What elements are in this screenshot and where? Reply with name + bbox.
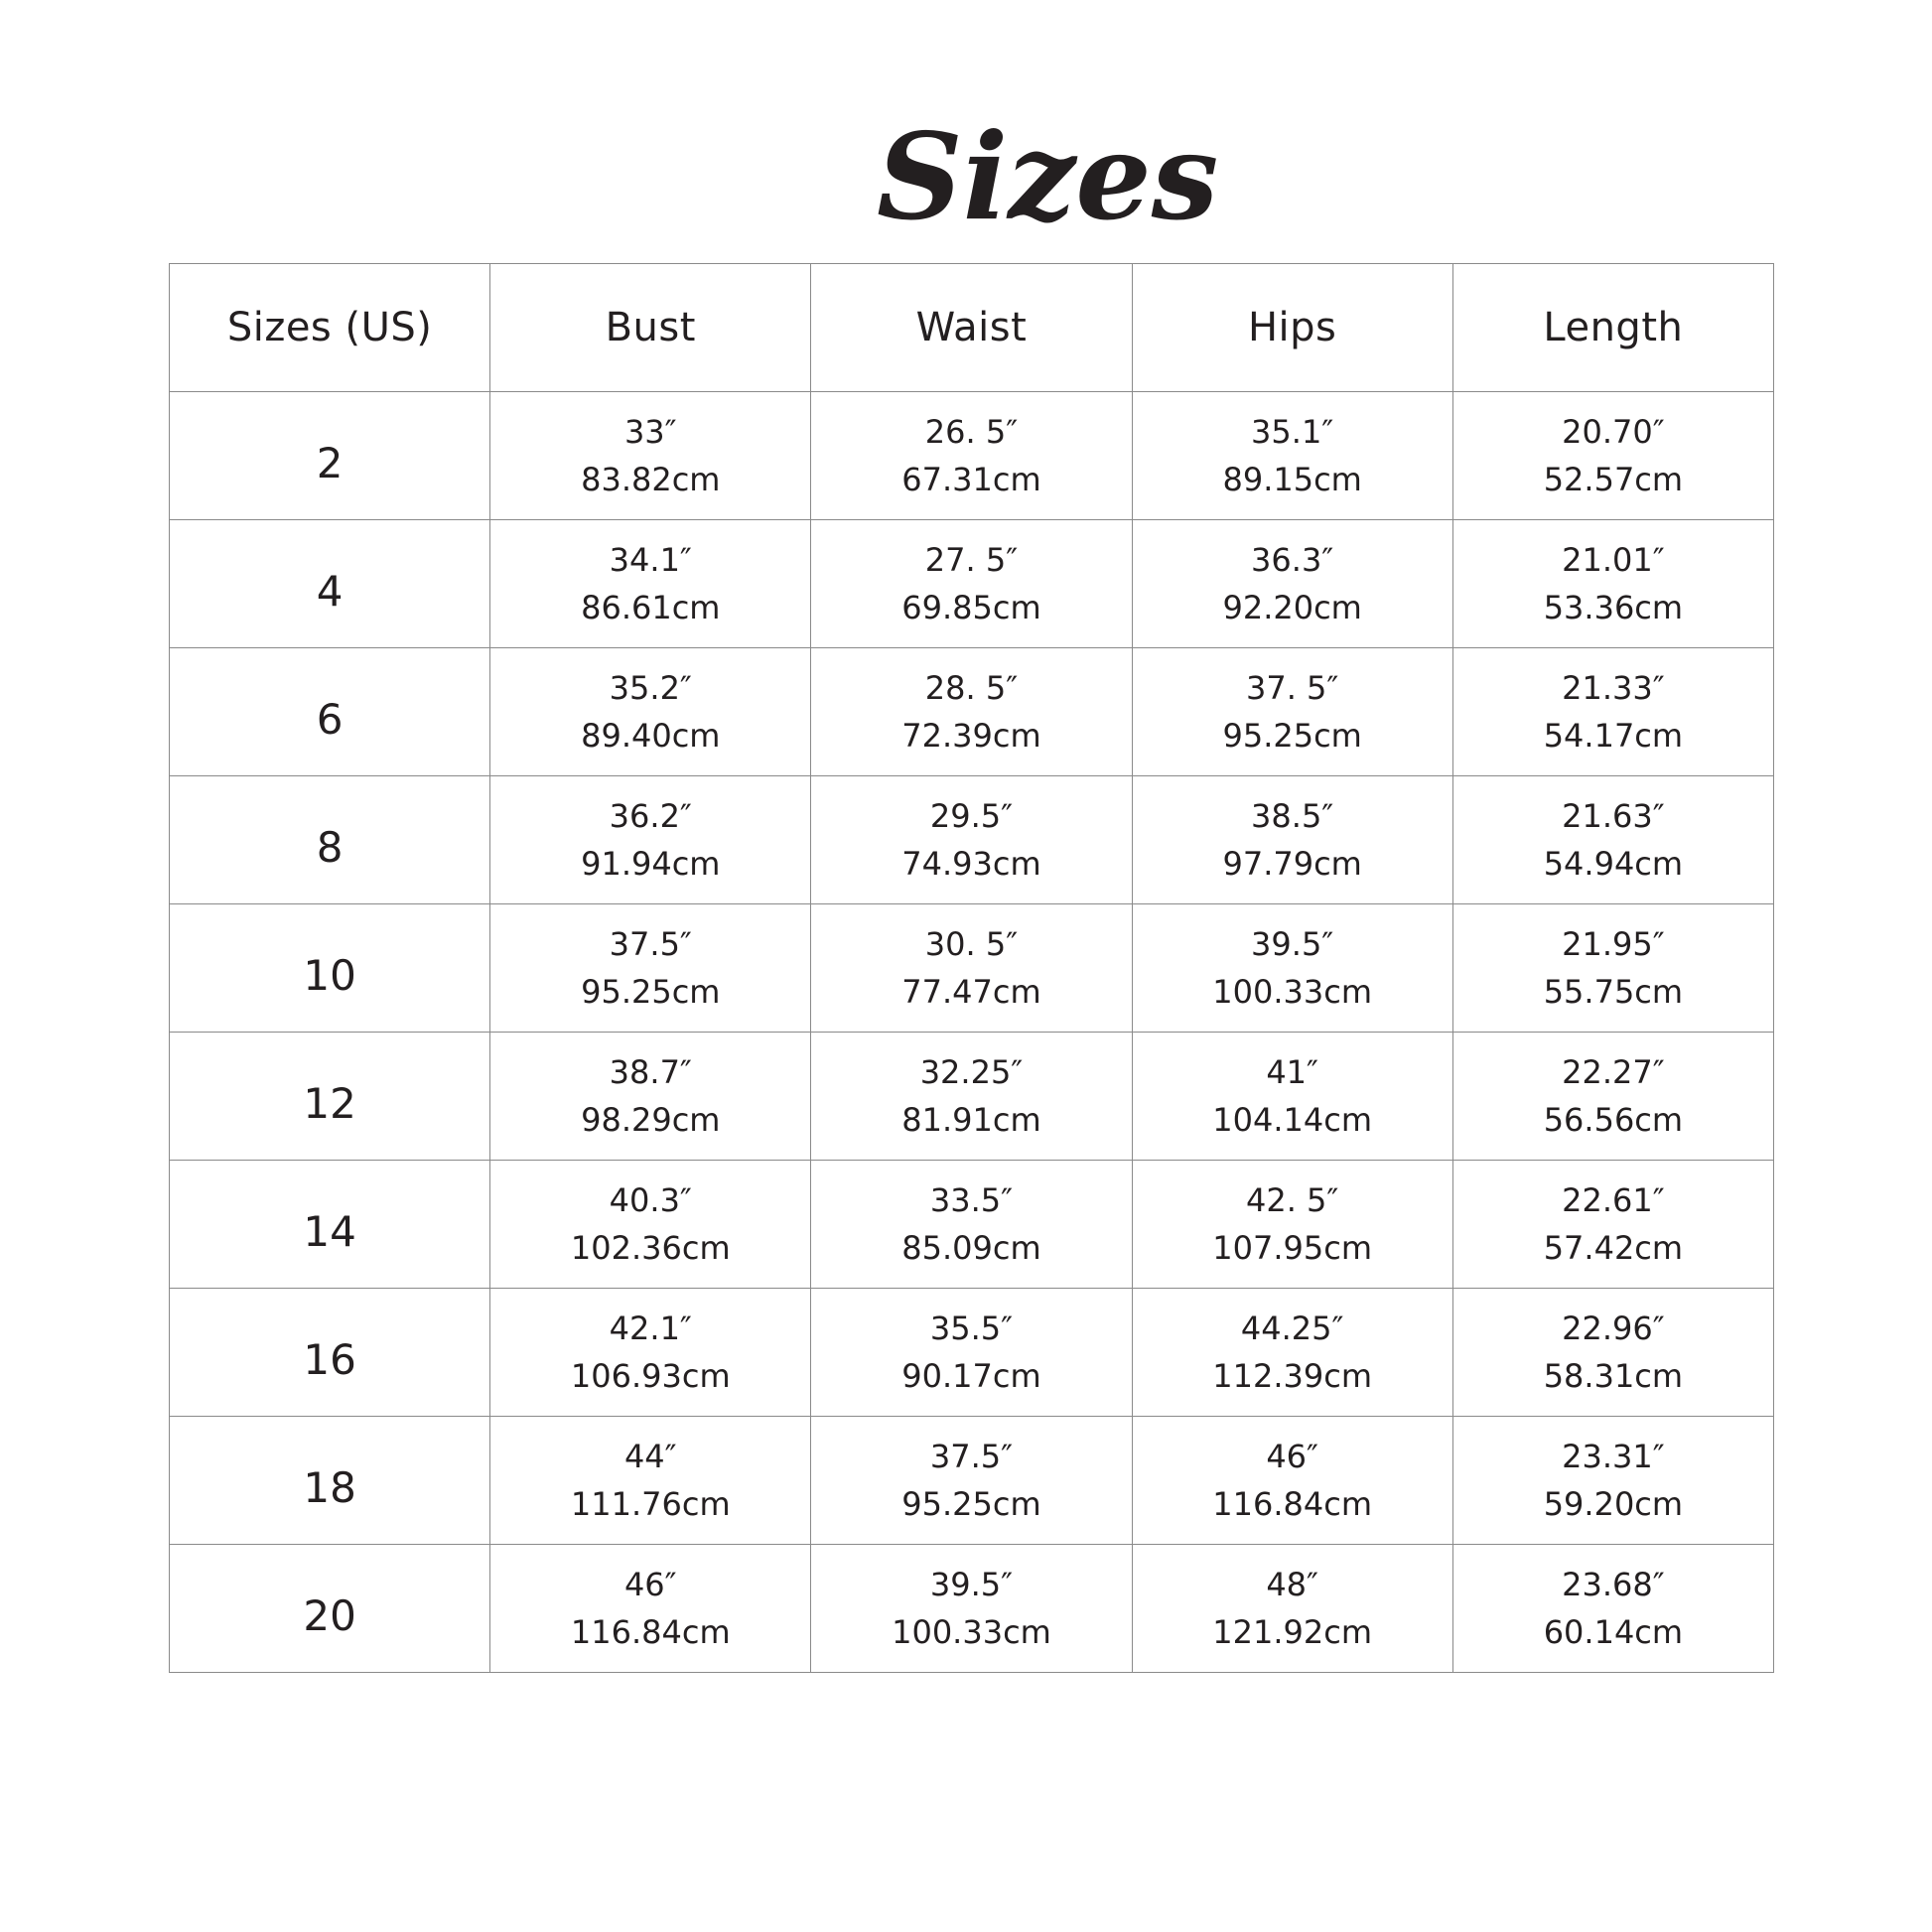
waist-inches: 35.5″ [929, 1309, 1014, 1347]
length-measurement [1453, 925, 1773, 1012]
waist-inches: 26. 5″ [924, 412, 1019, 451]
page-title [867, 99, 1219, 268]
length-inches: 21.95″ [1562, 924, 1665, 963]
length-centimeters: 57.42cm [1543, 1229, 1684, 1267]
hips-centimeters: 112.39cm [1212, 1357, 1373, 1395]
bust-centimeters: 102.36cm [570, 1229, 731, 1267]
waist-cell [811, 1161, 1132, 1289]
waist-cell [811, 392, 1132, 520]
waist-cell [811, 1033, 1132, 1161]
bust-cell [490, 648, 811, 776]
hips-cell [1132, 1033, 1452, 1161]
hips-cell [1132, 904, 1452, 1033]
bust-inches: 42.1″ [609, 1309, 692, 1347]
hips-cell [1132, 1545, 1452, 1673]
waist-cell [811, 648, 1132, 776]
size-cell [170, 1033, 490, 1161]
hips-centimeters: 89.15cm [1222, 461, 1362, 498]
hips-measurement [1133, 1566, 1452, 1652]
waist-cell [811, 1545, 1132, 1673]
bust-centimeters: 86.61cm [581, 589, 721, 626]
waist-inches: 28. 5″ [924, 668, 1019, 707]
hips-measurement [1133, 413, 1452, 499]
bust-inches: 34.1″ [609, 540, 692, 579]
size-cell [170, 648, 490, 776]
length-inches: 22.61″ [1562, 1180, 1665, 1219]
length-measurement [1453, 1053, 1773, 1140]
length-centimeters: 56.56cm [1543, 1101, 1684, 1139]
hips-centimeters: 92.20cm [1222, 589, 1362, 626]
bust-measurement [490, 1438, 810, 1524]
table-row [170, 1161, 1774, 1289]
length-cell [1452, 1545, 1773, 1673]
length-measurement [1453, 1438, 1773, 1524]
svg-text:Sizes: Sizes [877, 107, 1219, 247]
size-value: 14 [303, 1206, 356, 1256]
table-row [170, 1545, 1774, 1673]
size-value: 12 [303, 1078, 356, 1128]
table-row [170, 520, 1774, 648]
length-cell [1452, 1289, 1773, 1417]
length-inches: 21.01″ [1562, 540, 1665, 579]
waist-measurement [811, 1310, 1131, 1396]
bust-centimeters: 95.25cm [581, 973, 721, 1011]
length-cell [1452, 1161, 1773, 1289]
header-hips: Hips [1132, 264, 1452, 392]
length-cell [1452, 776, 1773, 904]
bust-inches: 37.5″ [609, 924, 692, 963]
size-value: 6 [316, 694, 344, 744]
hips-cell [1132, 648, 1452, 776]
length-measurement [1453, 413, 1773, 499]
size-value: 8 [316, 822, 344, 872]
hips-inches: 38.5″ [1251, 796, 1334, 835]
bust-cell [490, 1545, 811, 1673]
length-measurement [1453, 1181, 1773, 1268]
hips-inches: 44.25″ [1240, 1309, 1344, 1347]
waist-cell [811, 1289, 1132, 1417]
waist-measurement [811, 925, 1131, 1012]
hips-inches: 36.3″ [1251, 540, 1334, 579]
hips-measurement [1133, 1310, 1452, 1396]
bust-cell [490, 1289, 811, 1417]
bust-inches: 33″ [623, 412, 677, 451]
size-value: 20 [303, 1590, 356, 1640]
waist-measurement [811, 669, 1131, 756]
bust-centimeters: 106.93cm [570, 1357, 731, 1395]
header-size: Sizes (US) [170, 264, 490, 392]
hips-cell [1132, 776, 1452, 904]
length-inches: 21.33″ [1562, 668, 1665, 707]
bust-measurement [490, 1310, 810, 1396]
bust-cell [490, 904, 811, 1033]
bust-inches: 38.7″ [609, 1052, 692, 1091]
waist-cell [811, 904, 1132, 1033]
table-row [170, 776, 1774, 904]
bust-measurement [490, 797, 810, 884]
hips-centimeters: 121.92cm [1212, 1613, 1373, 1651]
hips-measurement [1133, 797, 1452, 884]
bust-measurement [490, 1566, 810, 1652]
bust-centimeters: 111.76cm [570, 1485, 731, 1523]
hips-centimeters: 97.79cm [1222, 845, 1362, 883]
hips-measurement [1133, 925, 1452, 1012]
hips-cell [1132, 1417, 1452, 1545]
bust-inches: 35.2″ [609, 668, 692, 707]
header-waist: Waist [811, 264, 1132, 392]
waist-centimeters: 74.93cm [901, 845, 1041, 883]
waist-cell [811, 520, 1132, 648]
length-inches: 22.27″ [1562, 1052, 1665, 1091]
length-centimeters: 55.75cm [1543, 973, 1684, 1011]
length-centimeters: 52.57cm [1543, 461, 1684, 498]
bust-cell [490, 392, 811, 520]
hips-centimeters: 116.84cm [1212, 1485, 1373, 1523]
hips-cell [1132, 520, 1452, 648]
size-cell [170, 776, 490, 904]
table-header-row [170, 264, 1774, 392]
bust-measurement [490, 669, 810, 756]
table-row [170, 648, 1774, 776]
waist-inches: 27. 5″ [924, 540, 1019, 579]
hips-centimeters: 107.95cm [1212, 1229, 1373, 1267]
size-value: 16 [303, 1334, 356, 1384]
length-cell [1452, 1033, 1773, 1161]
hips-measurement [1133, 669, 1452, 756]
waist-cell [811, 1417, 1132, 1545]
length-measurement [1453, 669, 1773, 756]
length-centimeters: 54.94cm [1543, 845, 1684, 883]
bust-cell [490, 776, 811, 904]
waist-inches: 39.5″ [929, 1565, 1014, 1603]
size-cell [170, 1417, 490, 1545]
length-inches: 23.68″ [1562, 1565, 1665, 1603]
size-value: 4 [316, 566, 344, 616]
length-cell [1452, 648, 1773, 776]
waist-cell [811, 776, 1132, 904]
bust-cell [490, 1417, 811, 1545]
hips-centimeters: 104.14cm [1212, 1101, 1373, 1139]
length-inches: 23.31″ [1562, 1437, 1665, 1475]
bust-centimeters: 98.29cm [581, 1101, 721, 1139]
bust-centimeters: 89.40cm [581, 717, 721, 755]
bust-inches: 40.3″ [609, 1180, 692, 1219]
bust-measurement [490, 1181, 810, 1268]
hips-measurement [1133, 1181, 1452, 1268]
table-body [170, 392, 1774, 1673]
hips-measurement [1133, 541, 1452, 627]
waist-measurement [811, 1181, 1131, 1268]
waist-centimeters: 69.85cm [901, 589, 1041, 626]
table-row [170, 1417, 1774, 1545]
hips-centimeters: 95.25cm [1222, 717, 1362, 755]
size-cell [170, 1289, 490, 1417]
length-centimeters: 54.17cm [1543, 717, 1684, 755]
length-inches: 21.63″ [1562, 796, 1665, 835]
hips-inches: 41″ [1266, 1052, 1318, 1091]
waist-inches: 32.25″ [919, 1052, 1024, 1091]
bust-cell [490, 1161, 811, 1289]
size-chart-table [169, 263, 1774, 1673]
waist-inches: 37.5″ [929, 1437, 1014, 1475]
hips-inches: 37. 5″ [1245, 668, 1339, 707]
length-centimeters: 59.20cm [1543, 1485, 1684, 1523]
bust-measurement [490, 1053, 810, 1140]
waist-centimeters: 67.31cm [901, 461, 1041, 498]
length-inches: 20.70″ [1562, 412, 1665, 451]
bust-inches: 36.2″ [609, 796, 692, 835]
hips-measurement [1133, 1053, 1452, 1140]
hips-cell [1132, 1161, 1452, 1289]
length-cell [1452, 520, 1773, 648]
length-measurement [1453, 541, 1773, 627]
header-bust: Bust [490, 264, 811, 392]
table-row [170, 1289, 1774, 1417]
bust-inches: 46″ [623, 1565, 677, 1603]
waist-measurement [811, 1053, 1131, 1140]
length-cell [1452, 392, 1773, 520]
size-cell [170, 1545, 490, 1673]
table-row [170, 392, 1774, 520]
waist-centimeters: 100.33cm [892, 1613, 1051, 1651]
size-value: 2 [316, 438, 344, 487]
size-cell [170, 520, 490, 648]
hips-measurement [1133, 1438, 1452, 1524]
waist-centimeters: 85.09cm [901, 1229, 1041, 1267]
size-cell [170, 904, 490, 1033]
length-inches: 22.96″ [1562, 1309, 1665, 1347]
hips-inches: 42. 5″ [1245, 1180, 1339, 1219]
bust-cell [490, 1033, 811, 1161]
waist-measurement [811, 1566, 1131, 1652]
size-cell [170, 392, 490, 520]
bust-measurement [490, 541, 810, 627]
waist-centimeters: 81.91cm [901, 1101, 1041, 1139]
waist-inches: 29.5″ [929, 796, 1014, 835]
bust-cell [490, 520, 811, 648]
length-centimeters: 60.14cm [1543, 1613, 1684, 1651]
waist-measurement [811, 541, 1131, 627]
waist-centimeters: 77.47cm [901, 973, 1041, 1011]
hips-inches: 46″ [1266, 1437, 1318, 1475]
table-row [170, 1033, 1774, 1161]
length-measurement [1453, 1566, 1773, 1652]
length-measurement [1453, 797, 1773, 884]
length-cell [1452, 904, 1773, 1033]
waist-measurement [811, 797, 1131, 884]
table-row [170, 904, 1774, 1033]
length-centimeters: 58.31cm [1543, 1357, 1684, 1395]
waist-inches: 33.5″ [929, 1180, 1014, 1219]
hips-inches: 39.5″ [1251, 924, 1334, 963]
size-value: 10 [303, 950, 356, 1000]
bust-measurement [490, 925, 810, 1012]
sizes-script-title [867, 99, 1219, 268]
hips-cell [1132, 1289, 1452, 1417]
size-value: 18 [303, 1462, 356, 1512]
waist-centimeters: 90.17cm [901, 1357, 1041, 1395]
bust-inches: 44″ [623, 1437, 677, 1475]
bust-centimeters: 83.82cm [581, 461, 721, 498]
waist-centimeters: 95.25cm [901, 1485, 1041, 1523]
hips-cell [1132, 392, 1452, 520]
waist-centimeters: 72.39cm [901, 717, 1041, 755]
bust-measurement [490, 413, 810, 499]
length-centimeters: 53.36cm [1543, 589, 1684, 626]
waist-measurement [811, 413, 1131, 499]
header-length: Length [1452, 264, 1773, 392]
bust-centimeters: 116.84cm [570, 1613, 731, 1651]
length-measurement [1453, 1310, 1773, 1396]
size-cell [170, 1161, 490, 1289]
waist-inches: 30. 5″ [924, 924, 1019, 963]
hips-centimeters: 100.33cm [1212, 973, 1373, 1011]
hips-inches: 48″ [1266, 1565, 1318, 1603]
hips-inches: 35.1″ [1251, 412, 1334, 451]
length-cell [1452, 1417, 1773, 1545]
waist-measurement [811, 1438, 1131, 1524]
bust-centimeters: 91.94cm [581, 845, 721, 883]
